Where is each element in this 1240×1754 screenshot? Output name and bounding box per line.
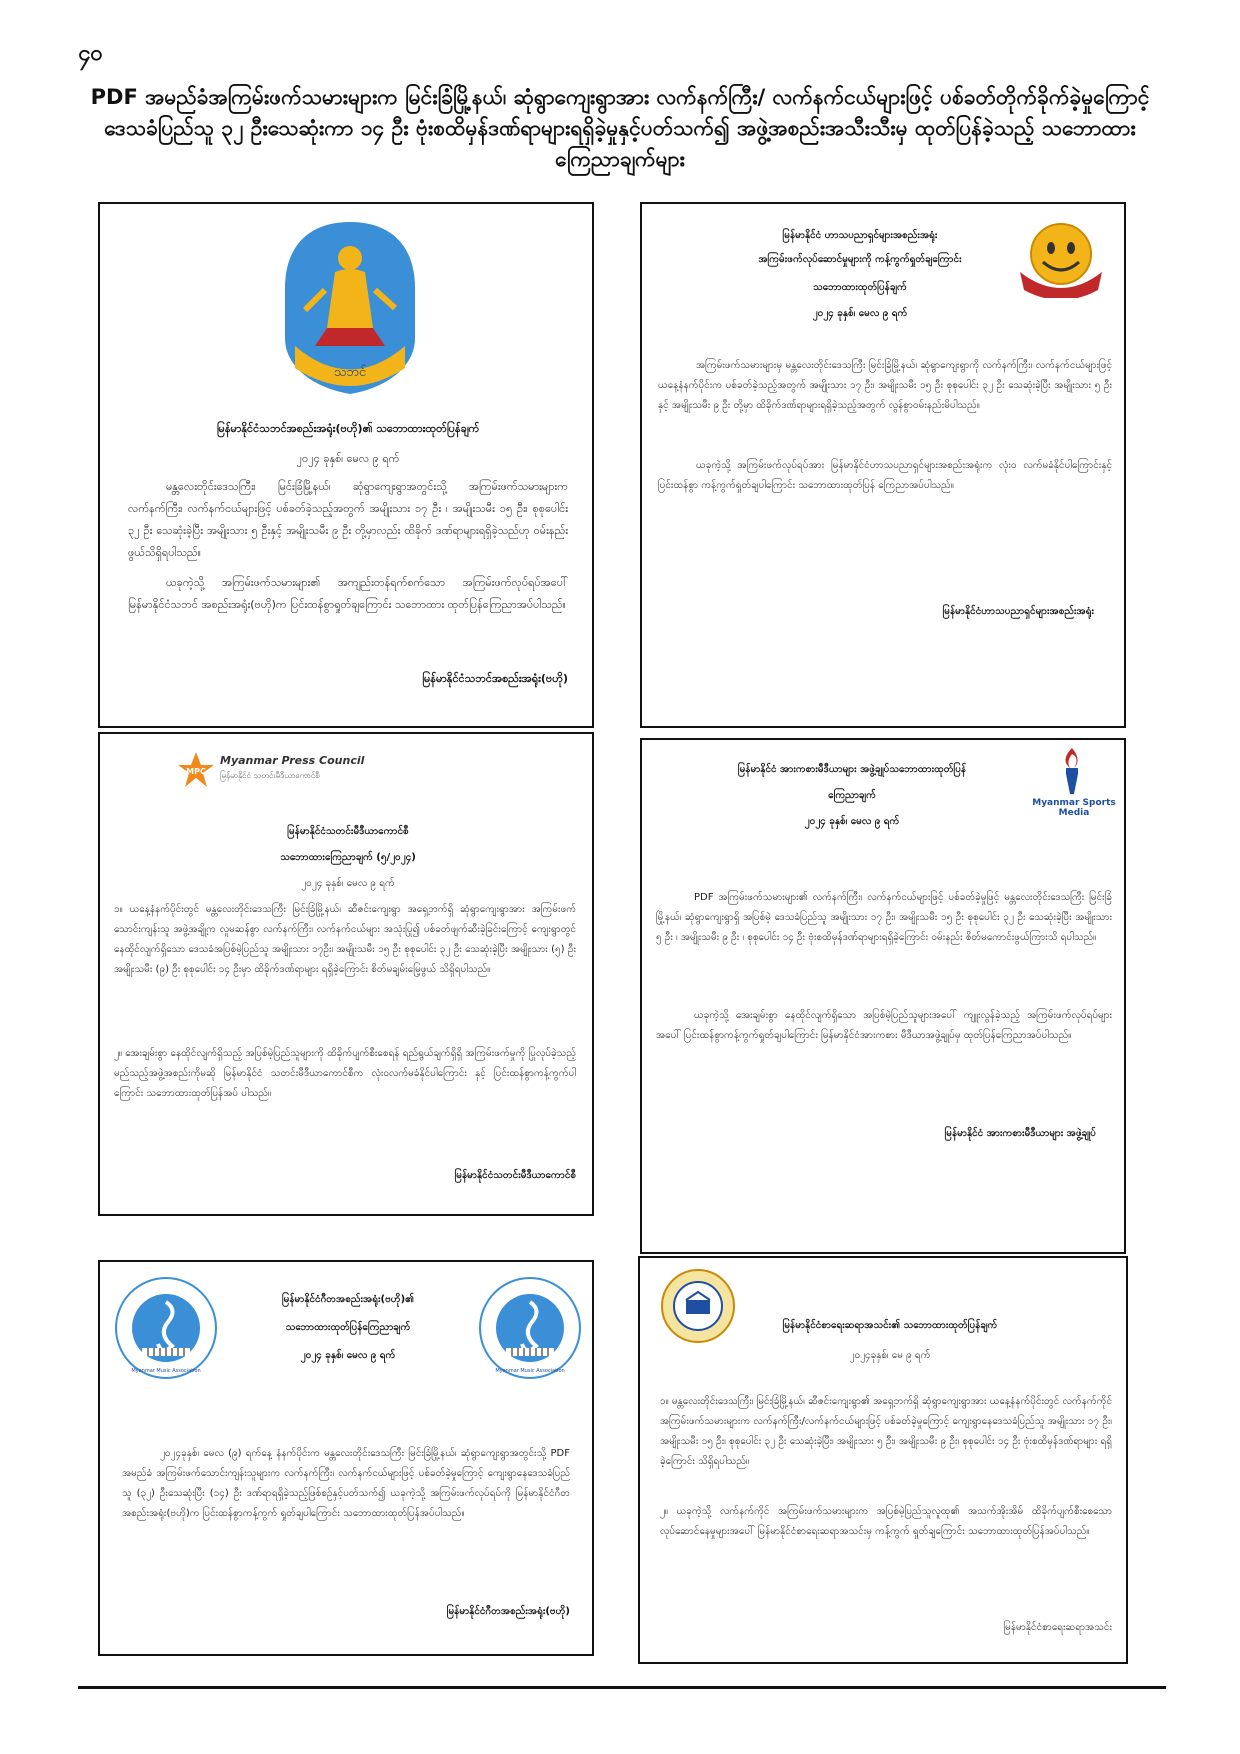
press-council-subtitle: သဘောထားကြေညာချက် (၅/၂၀၂၄) bbox=[280, 852, 416, 863]
statement-sports-media bbox=[640, 738, 1126, 1254]
comedians-signature: မြန်မာနိုင်ငံဟာသပညာရှင်များအစည်းအရုံး bbox=[942, 606, 1094, 617]
thabin-para-1: မန္တလေးတိုင်းဒေသကြီး၊ မြင်းခြံမြို့နယ်၊ ဆုံရွာကျေးရွာအတွင်းသို့ အကြမ်းဖက်သမားများက လက်နက်ကြီး၊ လက်နက်ငယ်များဖြင့် ပစ်ခတ်ခဲ့သည့်အတွက် အမျိုးသား ၁၇ ဦး ၊ အမျိုးသမီး ၁၅ ဦး၊ စုစုပေါင်း ၃၂ ဦး သေဆုံးခဲ့ပြီး အမျိုးသား ၅ ဦးနှင့် အမျိုးသမီး ၉ ဦး တို့မှာလည်း ထိခိုက် ဒဏ်ရာများရရှိခဲ့သည်ဟု ဝမ်းနည်းဖွယ်သိရှိရပါသည်။ bbox=[128, 480, 568, 559]
press-council-date: ၂၀၂၄ ခုနှစ်၊ မေလ ၉ ရက် bbox=[301, 878, 395, 889]
page-number: ၄၀ bbox=[78, 41, 103, 66]
statement-thabin bbox=[98, 202, 594, 728]
mpc-logo-subtitle: မြန်မာနိုင်ငံ သတင်းမီဒီယာကောင်စီ bbox=[220, 771, 320, 780]
svg-text:Myanmar Music Association: Myanmar Music Association bbox=[495, 1368, 565, 1374]
press-council-title: မြန်မာနိုင်ငံသတင်းမီဒီယာကောင်စီ bbox=[287, 826, 409, 837]
sports-media-title-line-1: မြန်မာနိုင်ငံ အားကစားမီဒီယာများ အဖွဲ့ချုပ်သဘောထားထုတ်ပြန် bbox=[737, 764, 967, 775]
bottom-rule bbox=[78, 1686, 1166, 1689]
writers-association-logo bbox=[660, 1268, 736, 1344]
writers-association-para-1: ၁။ မန္တလေးတိုင်းဒေသကြီး၊ မြင်းခြံမြို့နယ်၊ ဆီဇင်းကျေးရွာ၏ အရှေ့ဘက်ရှိ ဆုံရွာကျေးရွာအား ယနေ့နံနက်ပိုင်းတွင် လက်နက်ကိုင်အကြမ်းဖက်သမားများက လက်နက်ကြီး/လက်နက်ငယ်များဖြင့် ပစ်ခတ်ခဲ့မှုကြောင့် ကျေးရွာနေဒေသခံပြည်သူ အမျိုးသား ၁၇ ဦး၊ အမျိုးသမီး ၁၅ ဦး၊ စုစုပေါင်း ၃၂ ဦး သေဆုံးခဲ့ပြီး၊ အမျိုးသား ၅ ဦး၊ အမျိုးသမီး ၉ ဦး၊ စုစုပေါင်း ၁၄ ဦး ဗုံးစထိမှန်ဒဏ်ရာများ ရရှိခဲ့ကြောင်း သိရှိရပါသည်။ bbox=[660, 1396, 1112, 1467]
writers-association-date: ၂၀၂၄ခုနှစ်၊ မေ ၉ ရက် bbox=[849, 1350, 931, 1361]
smiley-emblem-logo bbox=[1016, 218, 1106, 298]
thabin-association-logo bbox=[275, 218, 425, 398]
mpc-star-icon bbox=[176, 750, 216, 790]
thabin-title: မြန်မာနိုင်ငံသဘင်အစည်းအရုံး(ဗဟို)၏ သဘောထားထုတ်ပြန်ချက် bbox=[216, 422, 480, 435]
music-association-logo-right bbox=[478, 1276, 582, 1380]
press-council-para-1: ၁။ ယနေ့နံနက်ပိုင်းတွင် မန္တလေးတိုင်းဒေသကြီး မြင်းခြံမြို့နယ်၊ ဆီဇင်းကျေးရွာ အရှေ့ဘက်ရှိ ဆုံရွာကျေးရွာအား အကြမ်းဖက်သောင်းကျန်းသူ အဖွဲ့အချို့က လူမဆန်စွာ လက်နက်ကြီး၊ လက်နက်ငယ်များ အသုံးပြု၍ ပစ်ခတ်ဖျက်ဆီးခဲ့ခြင်းကြောင့် ကျေးရွာတွင် နေထိုင်လျက်ရှိသော ဒေသခံအပြစ်မဲ့ပြည်သူ အမျိုးသား ၁၇ဦး၊ အမျိုးသမီး ၁၅ ဦး စုစုပေါင်း ၃၂ ဦး သေဆုံးခဲ့ပြီး အမျိုးသား (၅) ဦး အမျိုးသမီး (၉) ဦး စုစုပေါင်း ၁၄ ဦးမှာ ထိခိုက်ဒဏ်ရာများ ရရှိခဲ့ကြောင်း စိတ်မချမ်းမြေ့ဖွယ် သိရှိရပါသည်။ bbox=[114, 904, 576, 975]
music-association-para-1: ၂၀၂၄ခုနှစ်၊ မေလ (၉) ရက်နေ့ နံနက်ပိုင်းက မန္တလေးတိုင်းဒေသကြီး မြင်းခြံမြို့နယ်၊ ဆုံရွာကျေးရွာအတွင်းသို့ PDF အမည်ခံ အကြမ်းဖက်သောင်းကျန်းသူများက လက်နက်ကြီး၊ လက်နက်ငယ်များဖြင့် ပစ်ခတ်ခဲ့မှုကြောင့် ကျေးရွာနေဒေသခံပြည်သူ (၃၂) ဦးသေဆုံးပြီး (၁၄) ဦး ဒဏ်ရာရရှိခဲ့သည့်ဖြစ်စဉ်နှင့်ပတ်သက်၍ ယခုကဲ့သို့ အကြမ်းဖက်လုပ်ရပ်ကို မြန်မာနိုင်ငံဂီတ အစည်းအရုံး(ဗဟို)က ပြင်းထန်စွာကန့်ကွက် ရှုတ်ချပါကြောင်း သဘောထားထုတ်ပြန်အပ်ပါသည်။ bbox=[122, 1448, 570, 1519]
thabin-date: ၂၀၂၄ ခုနှစ်၊ မေလ ၉ ရက် bbox=[296, 452, 400, 465]
svg-text:သဘင်: သဘင် bbox=[333, 365, 367, 380]
statement-music-association bbox=[98, 1260, 594, 1656]
statement-press-council bbox=[98, 732, 594, 1216]
thabin-signature: မြန်မာနိုင်ငံသဘင်အစည်းအရုံး(ဗဟို) bbox=[422, 672, 568, 685]
sports-media-para-2: ယခုကဲ့သို့ အေးချမ်းစွာ နေထိုင်လျက်ရှိသော အပြစ်မဲ့ပြည်သူများအပေါ် ကျူးလွန်ခဲ့သည့် အကြမ်းဖက်လုပ်ရပ်များအပေါ် ပြင်းထန်စွာကန့်ကွက်ရှုတ်ချပါကြောင်း မြန်မာနိုင်ငံအားကစား မီဒီယာအဖွဲ့ချုပ်မှ ထုတ်ပြန်ကြေညာအပ်ပါသည်။ bbox=[656, 1010, 1112, 1041]
sports-media-title-line-2: ကြေညာချက် bbox=[828, 790, 876, 801]
writers-association-signature: မြန်မာနိုင်ငံစာရေးဆရာအသင်း bbox=[1003, 1622, 1112, 1633]
music-association-signature: မြန်မာနိုင်ငံဂီတအစည်းအရုံး(ဗဟို) bbox=[446, 1606, 570, 1617]
sports-media-signature: မြန်မာနိုင်ငံ အားကစားမီဒီယာများ အဖွဲ့ချုပ် bbox=[944, 1128, 1096, 1139]
statement-writers-association bbox=[638, 1256, 1128, 1664]
svg-text:Myanmar Music Association: Myanmar Music Association bbox=[131, 1368, 201, 1374]
music-association-logo-left bbox=[114, 1276, 218, 1380]
thabin-para-2: ယခုကဲ့သို့ အကြမ်းဖက်သမားများ၏ အကျည်းတန်ရက်စက်သော အကြမ်းဖက်လုပ်ရပ်အပေါ် မြန်မာနိုင်ငံသဘင် အစည်းအရုံး(ဗဟို)က ပြင်းထန်စွာရှုတ်ချကြောင်း သဘောထား ထုတ်ပြန်ကြေညာအပ်ပါသည်။ bbox=[128, 576, 568, 611]
comedians-para-2: ယခုကဲ့သို့ အကြမ်းဖက်လုပ်ရပ်အား မြန်မာနိုင်ငံဟာသပညာရှင်များအစည်းအရုံးက လုံးဝ လက်မခံနိုင်ပါကြောင်းနှင့် ပြင်းထန်စွာ ကန့်ကွက်ရှုတ်ချပါကြောင်း သဘောထားထုတ်ပြန် ကြေညာအပ်ပါသည်။ bbox=[658, 460, 1112, 491]
comedians-subject: အကြမ်းဖက်လုပ်ဆောင်မှုများကို ကန့်ကွက်ရှုတ်ချကြောင်း bbox=[758, 254, 962, 265]
sports-media-para-1: PDF အကြမ်းဖက်သမားများ၏ လက်နက်ကြီး၊ လက်နက်ငယ်များဖြင့် ပစ်ခတ်ခဲ့မှုဖြင့် မန္တလေးတိုင်းဒေသကြီး မြင်းခြံမြို့နယ်၊ ဆုံရွာကျေးရွာရှိ အပြစ်မဲ့ ဒေသခံပြည်သူ အမျိုးသား ၁၇ ဦး၊ အမျိုးသမီး ၁၅ ဦး စုစုပေါင်း ၃၂ ဦး သေဆုံးခဲ့ပြီး အမျိုးသား ၅ ဦး ၊ အမျိုးသမီး ၉ ဦး ၊ စုစုပေါင်း ၁၄ ဦး ဗုံးစထိမှန်ဒဏ်ရာများရရှိခဲ့ကြောင်း ဝမ်းနည်း စိတ်မကောင်းဖွယ်ကြားသိ ရပါသည်။ bbox=[656, 892, 1112, 943]
press-council-signature: မြန်မာနိုင်ငံသတင်းမီဒီယာကောင်စီ bbox=[454, 1170, 576, 1181]
mpc-logo bbox=[176, 748, 446, 794]
svg-text:MPC: MPC bbox=[186, 767, 206, 776]
sports-media-date: ၂၀၂၄ ခုနှစ်၊ မေလ ၉ ရက် bbox=[804, 816, 900, 827]
torch-icon bbox=[1052, 746, 1092, 796]
press-council-para-2: ၂။ အေးချမ်းစွာ နေထိုင်လျက်ရှိသည့် အပြစ်မဲ့ပြည်သူများကို ထိခိုက်ပျက်စီးစေရန် ရည်ရွယ်ချက်ရှိရှိ အကြမ်းဖက်မှုကို ပြုလုပ်ခဲ့သည့် မည်သည့်အဖွဲ့အစည်းကိုမဆို မြန်မာနိုင်ငံ သတင်းမီဒီယာကောင်စီက လုံးဝလက်မခံနိုင်ပါကြောင်း နှင့် ပြင်းထန်စွာကန့်ကွက်ပါကြောင်း သဘောထားထုတ်ပြန်အပ် ပါသည်။ bbox=[114, 1048, 576, 1099]
music-association-title: မြန်မာနိုင်ငံဂီတအစည်းအရုံး(ဗဟို)၏ bbox=[281, 1294, 415, 1305]
music-association-subtitle: သဘောထားထုတ်ပြန်ကြေညာချက် bbox=[285, 1322, 411, 1333]
writers-association-para-2: ၂။ ယခုကဲ့သို့ လက်နက်ကိုင် အကြမ်းဖက်သမားများက အပြစ်မဲ့ပြည်သူလူထု၏ အသက်အိုးအိမ် ထိခိုက်ပျက်စီးစေသော လုပ်ဆောင်နေမှုများအပေါ် မြန်မာနိုင်ငံစာရေးဆရာအသင်းမှ ကန့်ကွက် ရှုတ်ချကြောင်း သဘောထားထုတ်ပြန်အပ်ပါသည်။ bbox=[660, 1506, 1112, 1537]
comedians-date: ၂၀၂၄ ခုနှစ်၊ မေလ ၉ ရက် bbox=[812, 308, 908, 319]
comedians-org: မြန်မာနိုင်ငံ ဟာသပညာရှင်များအစည်းအရုံး bbox=[782, 230, 938, 241]
statement-comedians bbox=[640, 202, 1126, 728]
music-association-date: ၂၀၂၄ ခုနှစ်၊ မေလ ၉ ရက် bbox=[300, 1350, 396, 1361]
page-headline: PDF အမည်ခံအကြမ်းဖက်သမားများက မြင်းခြံမြို့နယ်၊ ဆုံရွာကျေးရွာအား လက်နက်ကြီး/ လက်နက်ငယ်များဖြင့် ပစ်ခတ်တိုက်ခိုက်ခဲ့မှုကြောင့် ဒေသခံပြည်သူ ၃၂ ဦးသေဆုံးကာ ၁၄ ဦး ဗုံးစထိမှန်ဒဏ်ရာများရရှိခဲ့မှုနှင့်ပတ်သက်၍ အဖွဲ့အစည်းအသီးသီးမှ ထုတ်ပြန်ခဲ့သည့် သဘောထားကြေညာချက်များ bbox=[90, 85, 1150, 171]
writers-association-title: မြန်မာနိုင်ငံစာရေးဆရာအသင်း၏ သဘောထားထုတ်ပြန်ချက် bbox=[782, 1320, 998, 1331]
comedians-para-1: အကြမ်းဖက်သမားများမှ မန္တလေးတိုင်းဒေသကြီး မြင်းခြံမြို့နယ်၊ ဆုံရွာကျေးရွာကို လက်နက်ကြီး၊ လက်နက်ငယ်များဖြင့် ယနေ့နံနက်ပိုင်းက ပစ်ခတ်ခဲ့သည့်အတွက် အမျိုးသား ၁၇ ဦး၊ အမျိုးသမီး ၁၅ ဦး စုစုပေါင်း ၃၂ ဦး သေဆုံးခဲ့ပြီး အမျိုးသား ၅ ဦးနှင့် အမျိုးသမီး ၉ ဦး တို့မှာ ထိခိုက်ဒဏ်ရာများရရှိခဲ့သည့်အတွက် လွန်စွာဝမ်းနည်းမိပါသည်။ bbox=[658, 360, 1112, 411]
sports-media-logo-name: Myanmar Sports Media bbox=[1032, 798, 1116, 818]
comedians-title: သဘောထားထုတ်ပြန်ချက် bbox=[813, 282, 907, 293]
mpc-logo-name: Myanmar Press Council bbox=[220, 754, 365, 767]
